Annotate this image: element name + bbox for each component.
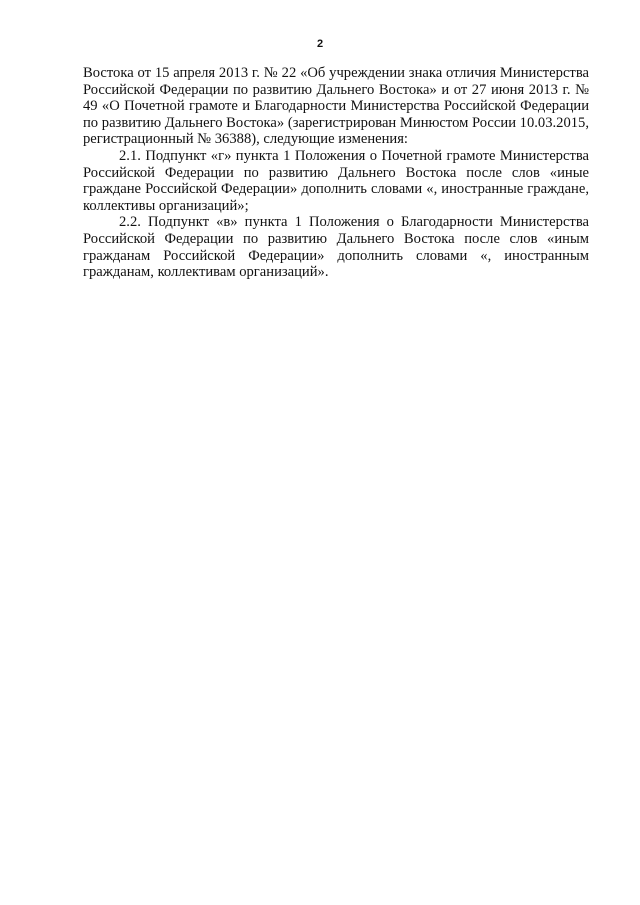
page-number: 2 [316,38,324,50]
paragraph-2-2: 2.2. Подпункт «в» пункта 1 Положения о Благодарности Министерства Российской Федерации по развитию Дальнего Востока после слов «иным гражданам Российской Федерации» дополнить словами «, иностранным гражданам, коллективам организаций». [83,214,589,281]
paragraph-2-1: 2.1. Подпункт «г» пункта 1 Положения о Почетной грамоте Министерства Российской Федерации по развитию Дальнего Востока после слов «иные граждане Российской Федерации» дополнить словами «, иностранные граждане, коллективы организаций»; [83,147,589,214]
paragraph-continuation: Востока от 15 апреля 2013 г. № 22 «Об учреждении знака отличия Министерства Российской Федерации по развитию Дальнего Востока» и от 27 июня 2013 г. № 49 «О Почетной грамоте и Благодарности Министерства Российской Федерации по развитию Дальнего Востока» (зарегистрирован Минюстом России 10.03.2015, регистрационный № 36388), следующие изменения: [83,65,589,148]
document-body [83,65,589,281]
